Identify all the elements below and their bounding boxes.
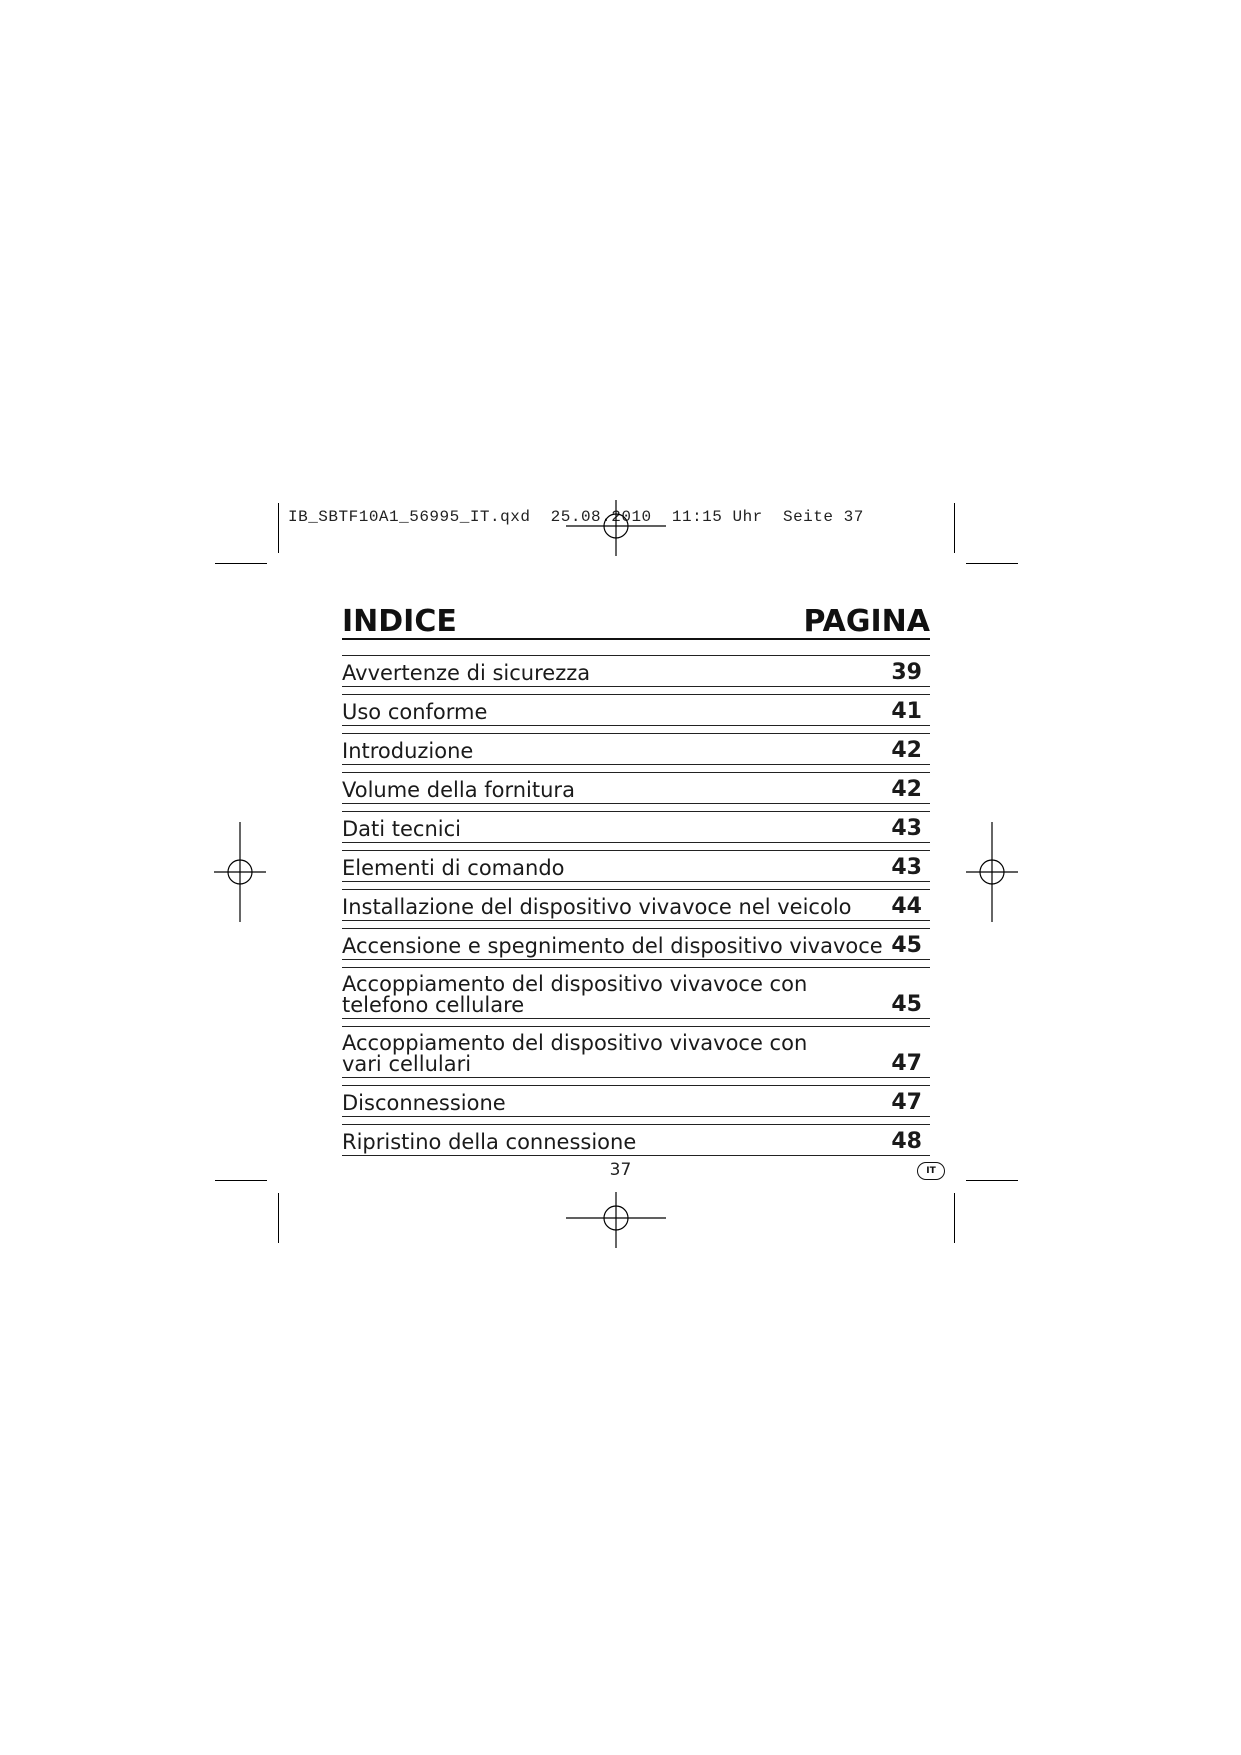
toc-entry-page: 41 (891, 699, 922, 724)
table-of-contents (342, 598, 930, 1163)
toc-entry-page: 42 (891, 738, 922, 763)
toc-entry-title (342, 663, 590, 684)
toc-entry-title (342, 780, 575, 801)
toc-entry-page: 48 (891, 1129, 922, 1154)
toc-entry-title-line: Dati tecnici (342, 817, 462, 841)
toc-entry-page: 47 (891, 1051, 922, 1076)
toc-entry-title (342, 741, 473, 762)
toc-entry-title-line: Ripristino della connessione (342, 1130, 637, 1154)
registration-mark-right-icon (966, 822, 1018, 922)
toc-entry-page: 44 (891, 894, 922, 919)
crop-mark-bottom-left-vertical (278, 1193, 279, 1243)
toc-entry-page: 43 (891, 816, 922, 841)
crop-mark-top-right-horizontal (966, 563, 1018, 564)
toc-entry-title (342, 702, 487, 723)
toc-entry-page: 45 (891, 933, 922, 958)
toc-entry[interactable] (342, 850, 930, 882)
toc-entry-title (342, 897, 852, 918)
crop-mark-top-left-vertical (278, 503, 279, 553)
toc-entry[interactable] (342, 655, 930, 687)
toc-entry-title-line: Disconnessione (342, 1091, 506, 1115)
toc-entry-title-line: Accoppiamento del dispositivo vivavoce con (342, 1031, 808, 1055)
toc-entry-page: 39 (891, 660, 922, 685)
toc-entry-title-line: Avvertenze di sicurezza (342, 661, 591, 685)
toc-entry-title-line: Volume della fornitura (342, 778, 575, 802)
toc-entry-title (342, 1093, 506, 1114)
toc-entry-page: 45 (891, 992, 922, 1017)
toc-list (342, 655, 930, 1156)
toc-entry-title (342, 819, 461, 840)
toc-entry-title-line: Accoppiamento del dispositivo vivavoce con (342, 972, 808, 996)
toc-entry[interactable] (342, 889, 930, 921)
toc-entry[interactable] (342, 928, 930, 960)
toc-entry[interactable] (342, 1085, 930, 1117)
registration-mark-bottom-icon (566, 1192, 666, 1248)
page-number: 37 (609, 1160, 632, 1180)
registration-mark-top-icon (566, 500, 666, 556)
print-slug-line: IB_SBTF10A1_56995_IT.qxd 25.08.2010 11:15 Uhr Seite 37 (288, 508, 864, 526)
crop-mark-bottom-left-horizontal (215, 1180, 267, 1181)
toc-heading-index: INDICE (342, 604, 457, 639)
toc-entry-title-line: Installazione del dispositivo vivavoce nel veicolo (342, 895, 852, 919)
toc-entry[interactable] (342, 967, 930, 1019)
toc-entry-title-line: telefono cellulare (342, 993, 525, 1017)
toc-entry-title (342, 858, 565, 879)
toc-entry-page: 47 (891, 1090, 922, 1115)
toc-entry[interactable] (342, 694, 930, 726)
toc-entry-title (342, 936, 883, 957)
crop-mark-top-right-vertical (954, 503, 955, 553)
registration-mark-left-icon (214, 822, 266, 922)
crop-mark-bottom-right-vertical (954, 1193, 955, 1243)
toc-entry-title-line: Uso conforme (342, 700, 488, 724)
toc-entry[interactable] (342, 1026, 930, 1078)
toc-entry-title (342, 974, 807, 1016)
toc-entry-page: 43 (891, 855, 922, 880)
toc-entry-title-line: vari cellulari (342, 1052, 472, 1076)
toc-entry[interactable] (342, 1124, 930, 1156)
toc-entry-title (342, 1132, 636, 1153)
crop-mark-bottom-right-horizontal (966, 1180, 1018, 1181)
toc-entry-title-line: Elementi di comando (342, 856, 565, 880)
toc-entry[interactable] (342, 733, 930, 765)
language-badge: IT (917, 1162, 945, 1180)
crop-mark-top-left-horizontal (215, 563, 267, 564)
toc-entry-page: 42 (891, 777, 922, 802)
toc-entry-title-line: Introduzione (342, 739, 474, 763)
toc-entry[interactable] (342, 811, 930, 843)
toc-entry[interactable] (342, 772, 930, 804)
toc-entry-title-line: Accensione e spegnimento del dispositivo vivavoce (342, 934, 883, 958)
toc-entry-title (342, 1033, 807, 1075)
toc-header (342, 598, 930, 640)
toc-heading-page: PAGINA (803, 604, 930, 639)
